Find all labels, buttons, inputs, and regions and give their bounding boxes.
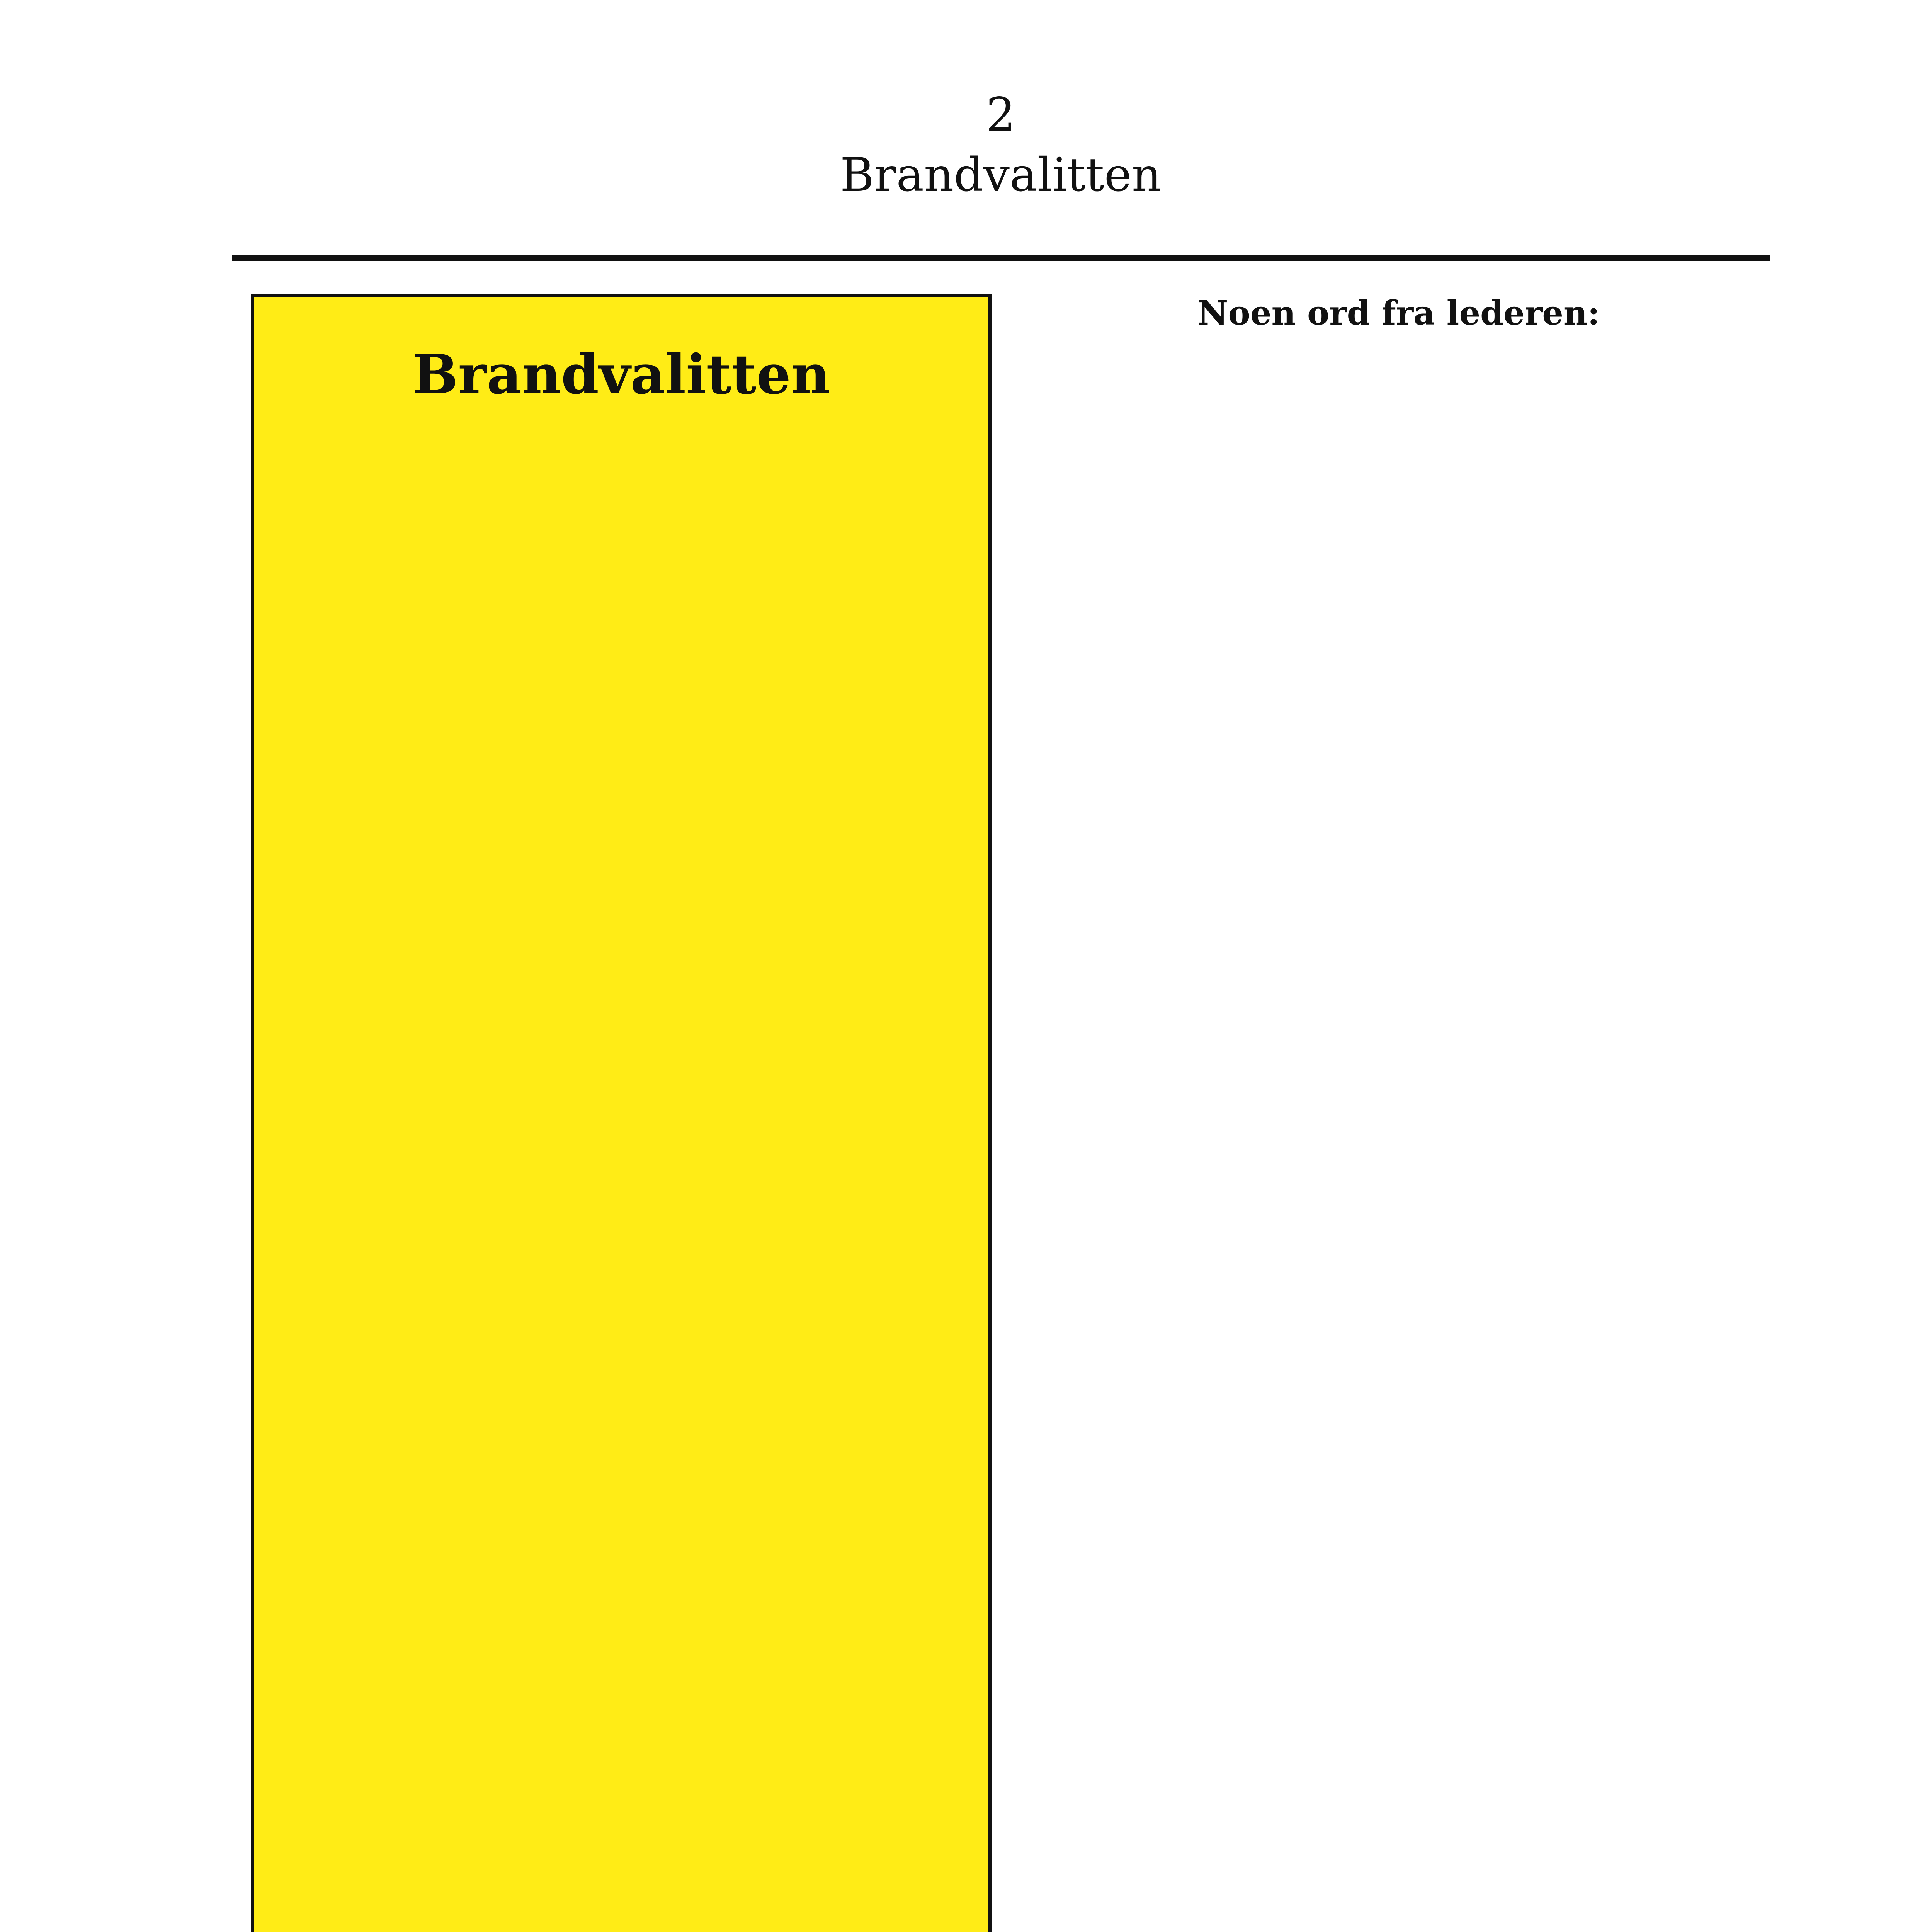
article-heading: Noen ord fra lederen:	[1197, 294, 1600, 333]
article-column	[1028, 294, 1770, 1932]
page-header	[232, 85, 1770, 206]
page-number: 2	[986, 88, 1016, 142]
contents-box	[251, 294, 992, 1932]
page-title: Brandvalitten	[840, 148, 1162, 202]
contents-title: Brandvalitten	[412, 343, 830, 406]
header-divider	[232, 255, 1770, 261]
